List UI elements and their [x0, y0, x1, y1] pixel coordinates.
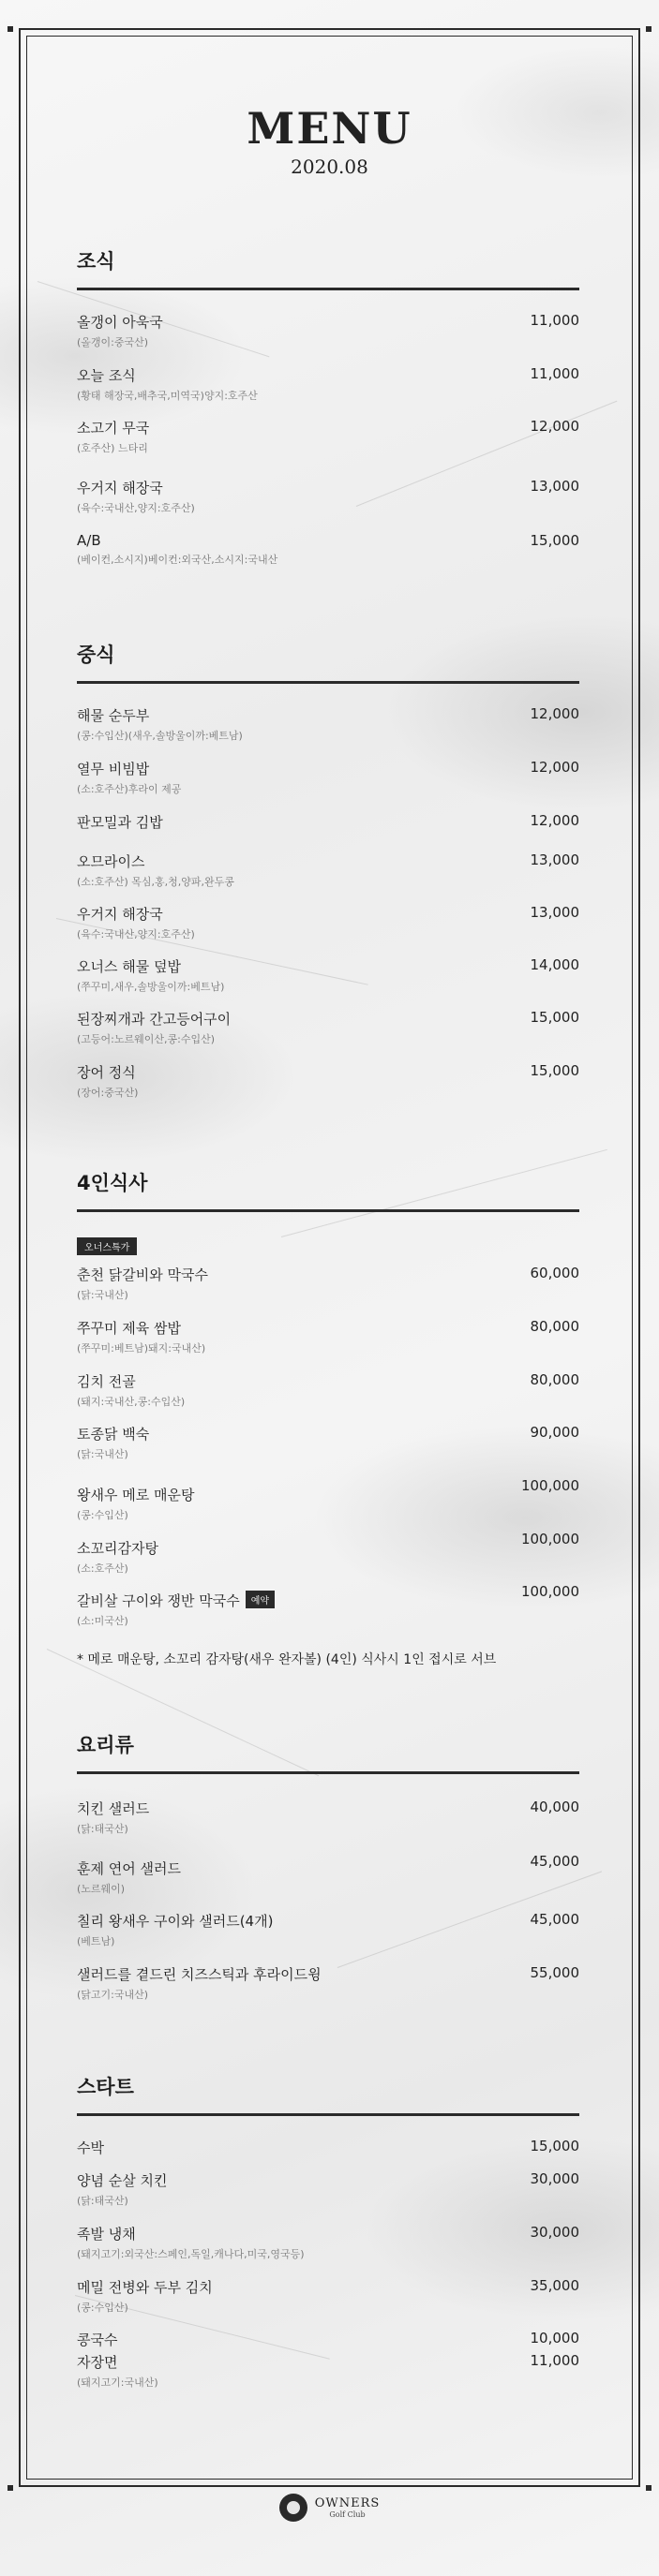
item-name: 김치 전골	[77, 1373, 136, 1390]
item-price: 13,000	[530, 851, 579, 868]
section-title: 중식	[77, 644, 115, 666]
item-name: 된장찌개과 간고등어구이	[77, 1011, 232, 1028]
reservation-badge: 예약	[246, 1591, 275, 1608]
menu-item	[77, 1799, 579, 1836]
item-price: 45,000	[530, 1911, 579, 1928]
item-origin: (쭈꾸미:베트남)돼지:국내산)	[77, 1342, 206, 1355]
item-origin: (콩:수입산)(새우,솔방울이까:베트남)	[77, 730, 243, 742]
item-price: 30,000	[530, 2224, 579, 2241]
menu-item	[77, 1583, 579, 1628]
item-origin: (장어:중국산)	[77, 1087, 139, 1099]
item-name: 토종닭 백숙	[77, 1426, 150, 1443]
item-price: 80,000	[530, 1318, 579, 1335]
menu-item	[77, 418, 579, 455]
menu-item	[77, 956, 579, 994]
menu-item	[77, 365, 579, 403]
item-origin: (육수:국내산,양지:호주산)	[77, 502, 195, 514]
section-divider	[77, 1771, 579, 1774]
menu-item	[77, 851, 579, 889]
item-price: 35,000	[530, 2277, 579, 2294]
item-price: 30,000	[530, 2170, 579, 2187]
section-title: 4인식사	[77, 1172, 148, 1194]
frame-corner	[646, 2485, 652, 2491]
item-origin: (소:호주산)	[77, 1562, 128, 1575]
section-lunch	[77, 640, 579, 1099]
item-name: 메밀 전병와 두부 김치	[77, 2279, 213, 2296]
item-origin: (닭:태국산)	[77, 1823, 128, 1835]
item-price: 10,000	[530, 2330, 579, 2347]
item-price: 100,000	[520, 1531, 579, 1547]
item-price: 15,000	[530, 1062, 579, 1079]
item-name: 자장면	[77, 2354, 118, 2371]
item-price: 15,000	[530, 532, 579, 549]
item-price: 60,000	[530, 1265, 579, 1281]
menu-header	[0, 103, 659, 178]
item-price: 11,000	[530, 2352, 579, 2369]
section-breakfast	[77, 246, 579, 566]
item-origin: (돼지고기:외국산:스페인,독일,캐나다,미국,영국등)	[77, 2248, 305, 2260]
menu-item	[77, 312, 579, 349]
item-price: 13,000	[530, 478, 579, 495]
item-price: 55,000	[530, 1964, 579, 1981]
menu-item	[77, 2352, 579, 2390]
item-origin: (닭:국내산)	[77, 1448, 128, 1460]
item-price: 12,000	[530, 418, 579, 435]
item-name: 샐러드를 곁드린 치즈스틱과 후라이드윙	[77, 1966, 322, 1983]
item-origin: (올갱이:중국산)	[77, 336, 149, 348]
item-price: 15,000	[530, 1009, 579, 1026]
item-price: 15,000	[530, 2138, 579, 2154]
menu-item	[77, 2330, 579, 2349]
frame-corner	[7, 26, 13, 32]
item-name: 왕새우 메로 매운탕	[77, 1487, 195, 1503]
item-name: 훈제 연어 샐러드	[77, 1860, 181, 1877]
menu-item	[77, 2138, 579, 2157]
item-name: 해물 순두부	[77, 707, 150, 724]
footer	[0, 2494, 659, 2525]
item-price: 12,000	[530, 812, 579, 829]
item-origin: (호주산) 느타리	[77, 442, 148, 454]
item-price: 13,000	[530, 904, 579, 921]
item-name: 콩국수	[77, 2332, 118, 2348]
section-title: 조식	[77, 250, 115, 273]
menu-item	[77, 1531, 579, 1576]
frame-corner	[646, 26, 652, 32]
item-origin: (베트남)	[77, 1935, 115, 1947]
menu-item	[77, 1265, 579, 1302]
item-name: 춘천 닭갈비와 막국수	[77, 1266, 208, 1283]
menu-item	[77, 2277, 579, 2315]
item-price: 14,000	[530, 956, 579, 973]
item-price: 12,000	[530, 759, 579, 776]
item-name: 오므라이스	[77, 853, 145, 870]
item-price: 90,000	[530, 1424, 579, 1441]
menu-item	[77, 2170, 579, 2208]
section-divider	[77, 1209, 579, 1212]
item-name: 우거지 해장국	[77, 480, 163, 496]
logo-name: OWNERS	[314, 2495, 381, 2510]
item-price: 11,000	[530, 312, 579, 329]
logo-text	[315, 2497, 381, 2519]
menu-item	[77, 1318, 579, 1355]
item-origin: (노르웨이)	[77, 1883, 126, 1895]
item-name: 양념 순살 치킨	[77, 2172, 168, 2189]
item-origin: (소:호주산) 목심,홍,청,양파,완두콩	[77, 876, 234, 888]
item-origin: (닭고기:국내산)	[77, 1989, 149, 2001]
item-name: 소고기 무국	[77, 420, 150, 437]
menu-item	[77, 1964, 579, 2002]
item-name: 소꼬리감자탕	[77, 1540, 158, 1557]
item-name: 수박	[77, 2139, 104, 2156]
item-name: 판모밀과 김밥	[77, 814, 163, 831]
item-origin: (고등어:노르웨이산,콩:수입산)	[77, 1033, 216, 1045]
logo-subtitle: Golf Club	[329, 2509, 366, 2519]
item-name: 열무 비빔밥	[77, 761, 150, 777]
menu-item	[77, 2224, 579, 2261]
item-price: 100,000	[520, 1477, 579, 1494]
section-title: 스타트	[77, 2076, 134, 2098]
golf-ball-icon	[279, 2494, 307, 2522]
item-origin: (콩:수입산)	[77, 2302, 128, 2314]
section-four-person-meal	[77, 1168, 579, 1667]
item-origin: (콩:수입산)	[77, 1509, 128, 1521]
item-origin: (쭈꾸미,새우,솔방울이까:베트남)	[77, 981, 225, 993]
item-name: 우거지 해장국	[77, 906, 163, 923]
menu-item	[77, 1062, 579, 1100]
item-origin: (베이컨,소시지)베이컨:외국산,소시지:국내산	[77, 554, 278, 566]
menu-item	[77, 1911, 579, 1948]
section-divider	[77, 2113, 579, 2116]
section-note: * 메로 매운탕, 소꼬리 감자탕(새우 완자볼) (4인) 식사시 1인 접시로 서브	[77, 1652, 497, 1667]
item-origin: (돼지고기:국내산)	[77, 2376, 158, 2389]
item-name: A/B	[77, 532, 101, 549]
menu-item	[77, 532, 579, 567]
item-name-text: 갈비살 구이와 쟁반 막국수	[77, 1592, 240, 1609]
item-origin: (소:미국산)	[77, 1615, 128, 1627]
section-divider	[77, 681, 579, 684]
section-dishes	[77, 1730, 579, 2001]
item-origin: (닭:태국산)	[77, 2195, 128, 2207]
item-origin: (육수:국내산,양지:호주산)	[77, 928, 195, 940]
menu-item	[77, 1009, 579, 1046]
item-name: 치킨 샐러드	[77, 1800, 150, 1817]
item-origin: (소:호주산)후라이 제공	[77, 783, 182, 795]
menu-item	[77, 1477, 579, 1522]
menu-item	[77, 759, 579, 796]
item-name: 올갱이 아욱국	[77, 314, 163, 331]
item-name: 오너스 해물 덮밥	[77, 958, 181, 975]
item-price: 100,000	[520, 1583, 579, 1600]
special-price-tag: 오너스특가	[77, 1237, 137, 1255]
item-price: 80,000	[530, 1371, 579, 1388]
item-name: 칠리 왕새우 구이와 샐러드(4개)	[77, 1913, 274, 1930]
item-origin: (돼지:국내산,콩:수입산)	[77, 1396, 186, 1408]
item-price: 11,000	[530, 365, 579, 382]
frame-corner	[7, 2485, 13, 2491]
menu-title: MENU	[247, 103, 412, 154]
item-price: 40,000	[530, 1799, 579, 1815]
item-name	[77, 1591, 579, 1610]
menu-item	[77, 1853, 579, 1896]
item-name: 쭈꾸미 제육 쌈밥	[77, 1320, 181, 1337]
item-price: 12,000	[530, 705, 579, 722]
item-name: 족발 냉채	[77, 2226, 136, 2243]
item-origin: (황태 해장국,배추국,미역국)양지:호주산	[77, 390, 258, 402]
menu-item	[77, 812, 579, 832]
section-starters	[77, 2072, 579, 2389]
section-divider	[77, 288, 579, 290]
owners-logo	[279, 2494, 381, 2522]
menu-item	[77, 478, 579, 515]
menu-item	[77, 1371, 579, 1409]
item-name: 장어 정식	[77, 1064, 136, 1081]
menu-item	[77, 705, 579, 743]
menu-item	[77, 904, 579, 941]
menu-date: 2020.08	[291, 155, 368, 178]
menu-item	[77, 1424, 579, 1461]
item-name: 오늘 조식	[77, 367, 136, 384]
item-origin: (닭:국내산)	[77, 1289, 128, 1301]
item-price: 45,000	[530, 1853, 579, 1870]
section-title: 요리류	[77, 1734, 134, 1756]
